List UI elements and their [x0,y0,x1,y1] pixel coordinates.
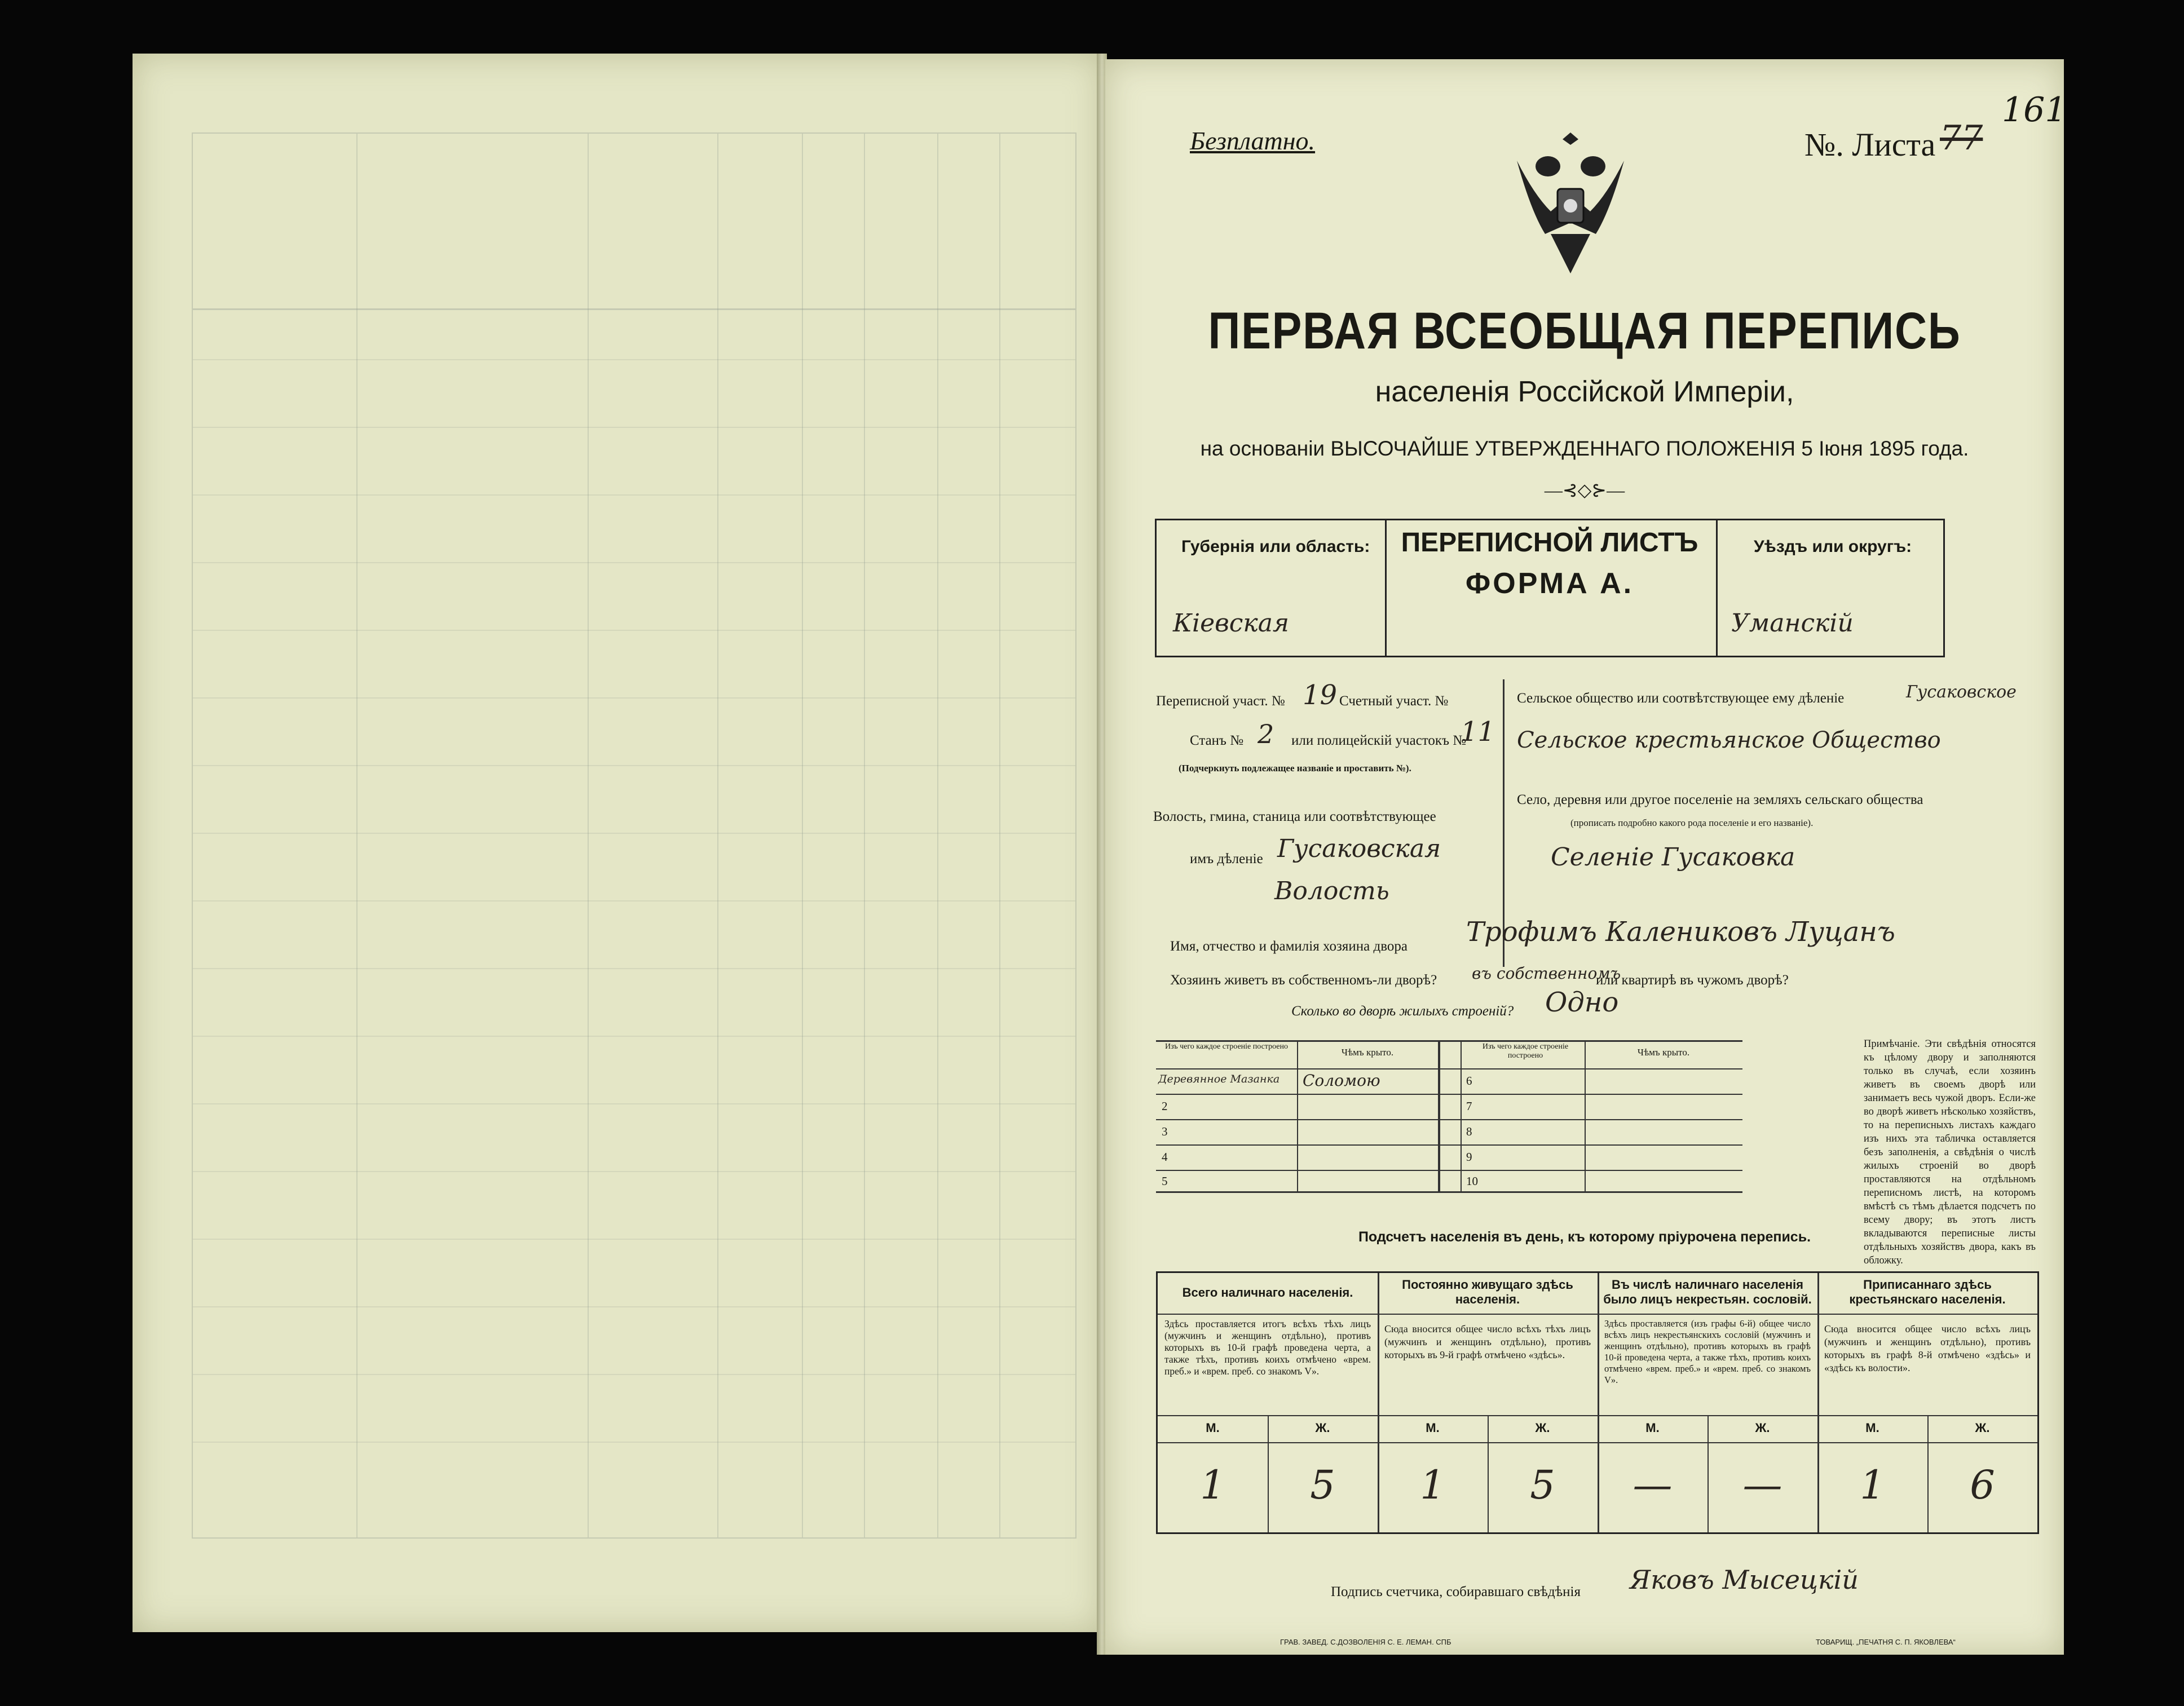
archive-page-number: 161 [2002,90,2067,130]
printer-right: ТОВАРИЩ. „ПЕЧАТНЯ С. П. ЯКОВЛЕВА“ [1816,1638,1956,1646]
bt-row-number: 7 [1466,1099,1472,1113]
male-label: М. [1865,1421,1879,1435]
bt-row-number: 9 [1466,1150,1472,1164]
lives-value: въ собственномъ [1472,964,1621,983]
ghost-row [193,833,1075,834]
lives-label-2: или квартирѣ въ чужомъ дворѣ? [1596,973,1789,988]
male-label: М. [1645,1421,1660,1435]
sheet-number-label: №. Листа [1804,126,1936,163]
pop-col4-desc: Сюда вносится общее число всѣхъ лицъ (мужчинъ и женщинъ отдѣльно), противъ которыхъ въ графѣ 8-й отмѣчено «здѣсь» и «здѣсь къ волости». [1824,1323,2031,1373]
double-headed-eagle-emblem [1511,127,1630,279]
village-hint: (прописать подробно какого рода поселеніе и его названіе). [1570,817,1814,828]
bt-row-number: 4 [1162,1150,1168,1164]
show-through-header [193,173,1075,310]
ghost-row [193,1374,1075,1375]
owner-label: Имя, отчество и фамилія хозяина двора [1170,939,1408,954]
bt-row-number: 3 [1162,1125,1168,1138]
total-female-value: 5 [1310,1462,1335,1508]
document-title: ПЕРВАЯ ВСЕОБЩАЯ ПЕРЕПИСЬ [1208,302,1961,360]
left-page [133,54,1102,1632]
sheet-number-value: 77 [1940,118,1983,158]
ghost-column [356,134,358,1537]
ghost-column [588,134,589,1537]
society-label: Сельское общество или соотвѣтствующее ему дѣленіе [1517,691,1845,706]
province-label: Губернія или область: [1181,537,1370,556]
female-label: Ж. [1535,1421,1550,1435]
pop-col2-header: Постоянно живущаго здѣсь населенія. [1402,1278,1573,1306]
stan-label: Станъ № [1190,733,1244,748]
village-value: Селеніе Гусаковка [1551,843,1795,872]
population-title: Подсчетъ населенія въ день, къ которому пріурочена перепись. [1358,1229,1811,1245]
buildings-table [1156,1040,1742,1192]
bt-row-number: 10 [1466,1174,1478,1188]
buildings-label: Сколько во дворѣ жилыхъ строеній? [1291,1004,1514,1019]
ghost-column [717,134,718,1537]
legal-basis: на основаніи ВЫСОЧАЙШЕ УТВЕРЖДЕННАГО ПОЛОЖЕНІЯ 5 Іюня 1895 года. [1200,437,1969,460]
bt-header-roof: Чѣмъ крыто. [1341,1047,1394,1058]
bt-row-number: 5 [1162,1174,1168,1188]
total-male-value: 1 [1200,1462,1225,1508]
buildings-value: Одно [1545,987,1619,1018]
ghost-row [193,562,1075,563]
form-subtitle: ФОРМА А. [1465,567,1634,600]
ghost-row [193,900,1075,901]
buildings-note: Примѣчаніе. Эти свѣдѣнія относятся къ цѣлому двору и заполняются только въ случаѣ, если хозяинъ живетъ въ своемъ дворѣ или занимаетъ весь чужой дворъ. Если-же во дворѣ живетъ нѣсколько хозяйствъ, то на переписныхъ листахъ каждаго изъ нихъ эта табличка оставляется безъ заполненія, а свѣдѣнія о числѣ жилыхъ строеній во дворѣ проставляются на отдѣльномъ переписномъ листѣ, на которомъ вмѣстѣ съ тѣмъ дѣлается подсчетъ по всему двору; въ этотъ листъ вкладываются переписные листы отдѣльныхъ хозяйствъ двора, какъ въ обложку. [1864,1038,2036,1266]
underline-hint: (Подчеркнуть подлежащее названіе и проставить №). [1179,763,1411,774]
volost-label: Волость, гмина, станица или соотвѣтствующее [1153,809,1436,824]
form-title: ПЕРЕПИСНОЙ ЛИСТЪ [1401,528,1698,558]
female-label: Ж. [1755,1421,1770,1435]
female-label: Ж. [1315,1421,1330,1435]
signature-value: Яковъ Мысецкій [1630,1564,1859,1595]
registered-female-value: 6 [1970,1462,1995,1508]
bt-row-number: 8 [1466,1125,1472,1138]
bt-row-number: 6 [1466,1074,1472,1088]
permanent-male-value: 1 [1420,1462,1445,1508]
ghost-row [193,427,1075,428]
police-label: или полицейскій участокъ № [1291,733,1467,748]
district-label: Уѣздъ или округъ: [1754,537,1912,556]
lives-label: Хозяинъ живетъ въ собственномъ-ли дворѣ? [1170,973,1437,988]
ghost-column [999,134,1000,1537]
police-value: 11 [1461,716,1495,748]
signature-label: Подпись счетчика, собиравшаго свѣдѣнія [1331,1584,1581,1599]
printer-left: ГРАВ. ЗАВЕД. С.ДОЗВОЛЕНІЯ С. Е. ЛЕМАН. СПБ [1280,1638,1451,1646]
pop-col2-desc: Сюда вносится общее число всѣхъ тѣхъ лицъ (мужчинъ и женщинъ отдѣльно), противъ которыхъ въ 9-й графѣ отмѣчено «здѣсь». [1384,1323,1591,1360]
ghost-row [193,1306,1075,1307]
district-value: Уманскій [1731,609,1854,638]
female-label: Ж. [1975,1421,1990,1435]
volost-value-2: Волость [1274,877,1389,905]
census-form-page [1105,59,2067,1655]
owner-value: Трофимъ Калениковъ Луцанъ [1466,916,1895,948]
bt-header-roof-2: Чѣмъ крыто. [1637,1047,1690,1058]
bt-row-number: 2 [1162,1099,1168,1113]
society-value-2: Сельское крестьянское Общество [1517,727,1941,753]
male-label: М. [1426,1421,1440,1435]
ghost-row [193,968,1075,969]
non-peasant-female-value: — [1742,1462,1783,1508]
society-value: Гусаковское [1906,682,2017,702]
ghost-row [193,494,1075,496]
ghost-row [193,697,1075,699]
pop-col1-desc: Здѣсь проставляется итогъ всѣхъ тѣхъ лицъ (мужчинъ и женщинъ отдѣльно), противъ которыхъ въ 10-й графѣ проведена черта, а также тѣхъ, противъ коихъ отмѣчено «врем. преб.» и «врем. преб. со знакомъ V». [1164,1318,1371,1377]
pop-col4-header: Приписаннаго здѣсь крестьянскаго населенія. [1849,1278,2006,1306]
bt-row1-material: Деревянное Мазанка [1158,1073,1280,1085]
province-value: Кіевская [1173,609,1290,638]
ghost-row [193,359,1075,360]
free-label: Безплатно. [1190,126,1316,155]
pop-col1-header: Всего наличнаго населенія. [1182,1285,1353,1300]
population-table [1156,1271,2039,1534]
bt-row1-roof: Соломою [1303,1071,1380,1090]
non-peasant-male-value: — [1633,1462,1673,1508]
stan-value: 2 [1258,719,1274,749]
ghost-row [193,630,1075,631]
volost-label-2: имъ дѣленіе [1190,851,1263,867]
show-through-grid [192,132,1076,1539]
document-subtitle: населенія Россійской Имперіи, [1375,375,1794,408]
village-label: Село, деревня или другое поселеніе на земляхъ сельскаго общества [1517,792,1923,807]
bt-header-material-2: Изъ чего каждое строеніе построено [1482,1042,1569,1060]
divider-ornament: —⊰◇⊱— [1544,480,1625,500]
male-label: М. [1206,1421,1220,1435]
volost-value: Гусаковская [1277,834,1441,863]
count-plot-label: Счетный участ. № [1339,693,1449,709]
pop-col3-desc: Здѣсь проставляется (изъ графы 6-й) общее число всѣхъ лицъ некрестьянскихъ сословій (мужчинъ и женщинъ отдѣльно), противъ которыхъ въ графѣ 10-й проведена черта, а также тѣхъ, противъ коихъ отмѣчено «врем. преб.» и «врем. преб. со знакомъ V». [1604,1318,1811,1385]
registered-male-value: 1 [1860,1462,1885,1508]
ghost-column [937,134,938,1537]
bt-header-material: Изъ чего каждое строеніе построено [1165,1042,1288,1051]
ghost-row [193,765,1075,766]
census-plot-label: Переписной участ. № [1156,693,1285,709]
ghost-column [864,134,865,1537]
ghost-column [802,134,803,1537]
ghost-row [193,1036,1075,1037]
ghost-row [193,1442,1075,1443]
permanent-female-value: 5 [1530,1462,1555,1508]
ghost-row [193,1171,1075,1172]
ghost-row [193,1103,1075,1104]
census-plot-value: 19 [1303,679,1338,711]
pop-col3-header: Въ числѣ наличнаго населенія было лицъ некрестьян. сословій. [1603,1278,1812,1306]
ghost-row [193,1239,1075,1240]
